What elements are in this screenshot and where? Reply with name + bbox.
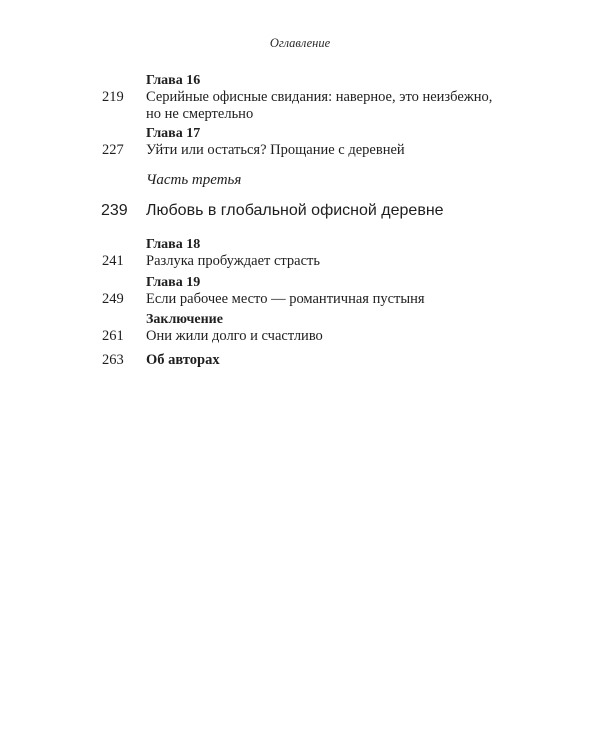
conclusion-title: Они жили долго и счастливо	[146, 328, 323, 344]
chapter-title: Если рабочее место — романтичная пустыня	[146, 291, 425, 307]
running-header: Оглавление	[269, 36, 331, 50]
chapter-label: Глава 19	[146, 275, 201, 290]
chapter-label: Глава 18	[146, 237, 201, 252]
chapter-title-line-1: Серийные офисные свидания: наверное, это неизбежно,	[146, 89, 493, 105]
page-number: 261	[102, 328, 124, 344]
chapter-label: Глава 16	[146, 73, 201, 88]
conclusion-label: Заключение	[146, 312, 223, 327]
page-number: 227	[102, 142, 124, 158]
page-number: 241	[102, 253, 124, 269]
page-number: 249	[102, 291, 124, 307]
chapter-title-line-2: но не смертельно	[146, 106, 254, 122]
chapter-title: Уйти или остаться? Прощание с деревней	[146, 142, 405, 158]
chapter-title: Разлука пробуждает страсть	[146, 253, 320, 269]
page-number: 239	[101, 202, 128, 219]
part-label: Часть третья	[146, 172, 242, 188]
part-title: Любовь в глобальной офисной деревне	[146, 202, 444, 219]
page-number: 219	[102, 89, 124, 105]
page-number: 263	[102, 352, 124, 368]
chapter-label: Глава 17	[146, 126, 201, 141]
about-authors-title: Об авторах	[146, 352, 220, 368]
